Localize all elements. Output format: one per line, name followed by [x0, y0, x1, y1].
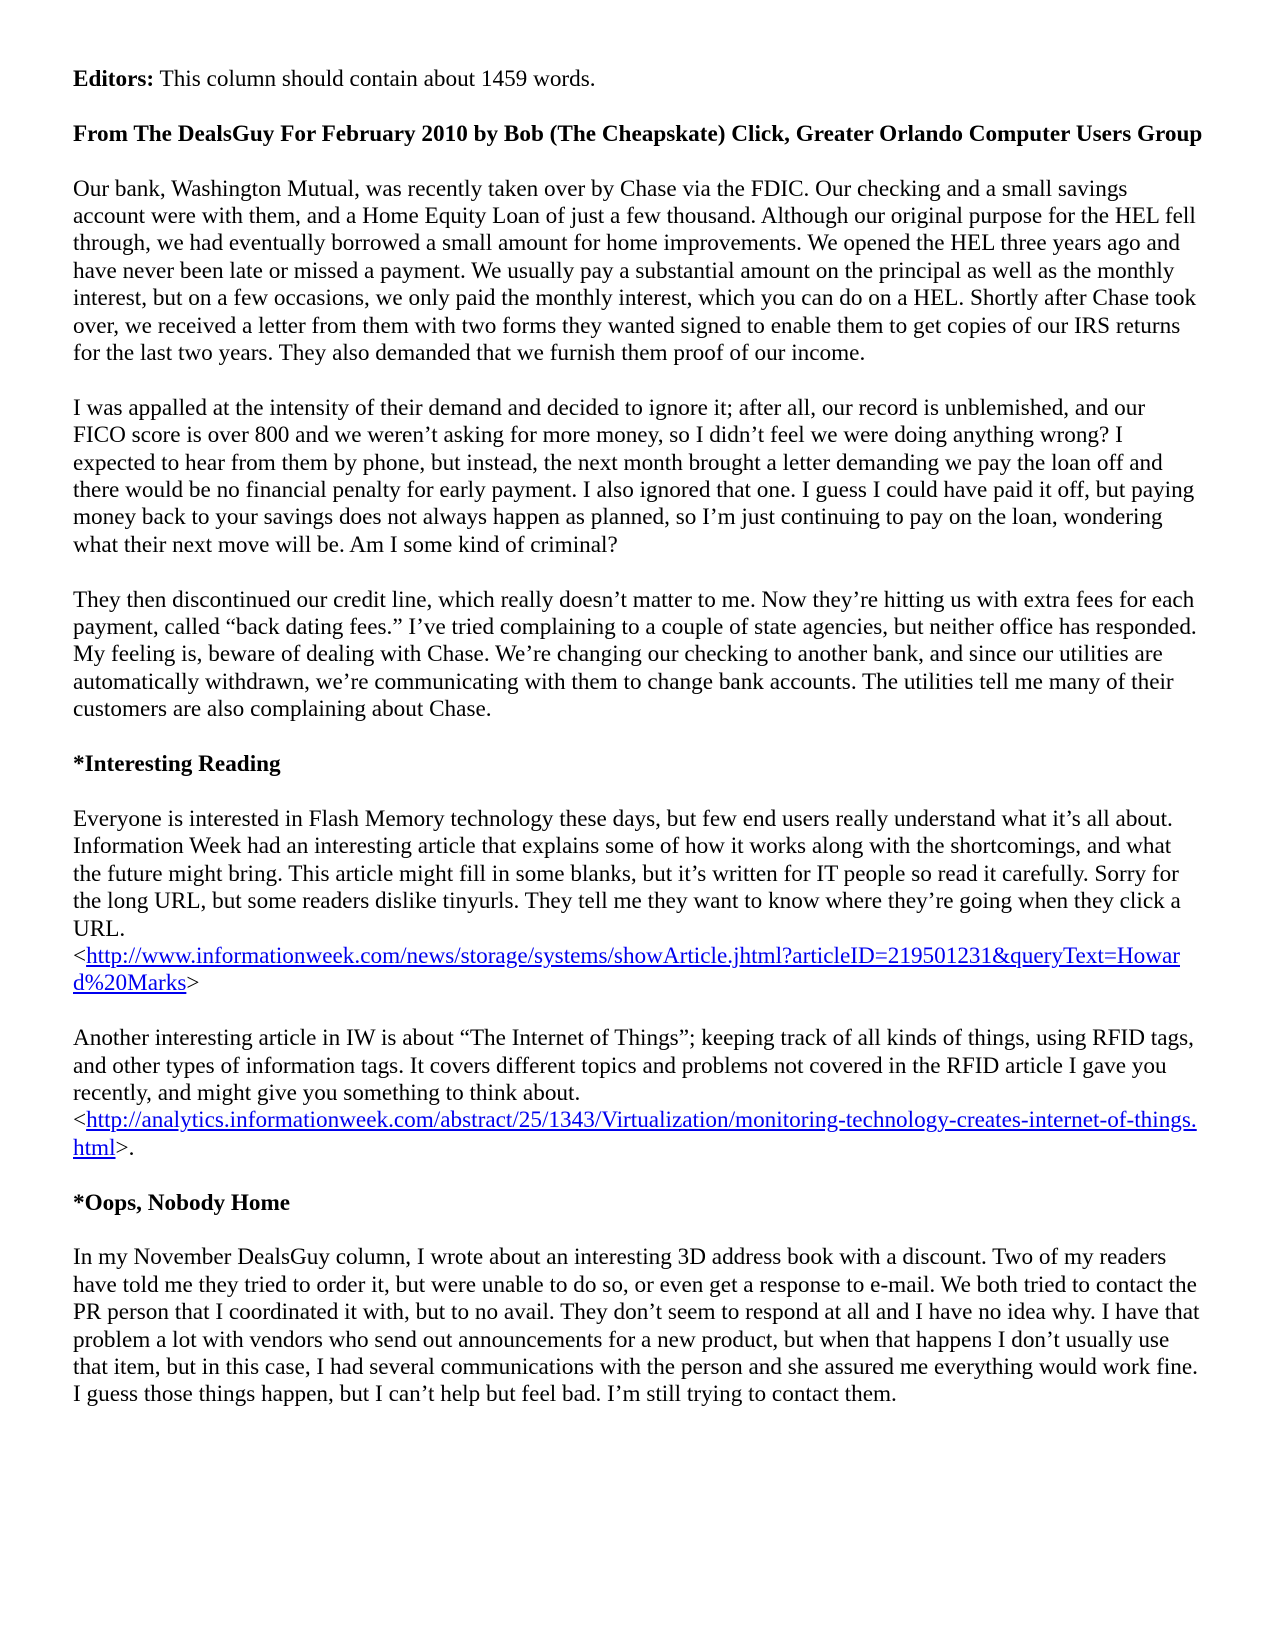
section-heading-reading: *Interesting Reading — [73, 751, 281, 778]
section-heading-oops: *Oops, Nobody Home — [73, 1189, 291, 1216]
paragraph-intro-2: I was appalled at the intensity of their demand and decided to ignore it; after all, our record is unblemished, and our FICO score is over 800 and we weren’t asking for more money, so I didn’t feel we were doing anything wrong? I expected to hear from them by phone, but instead, the next month brought a letter demanding we pay the loan off and there would be no financial penalty for early payment. I also ignored that one. I guess I could have paid it off, but paying money back to your savings does not always happen as planned, so I’m just continuing to pay on the loan, wondering what their next move will be. Am I some kind of criminal? — [73, 394, 1195, 558]
link2-open: < — [73, 1107, 87, 1134]
internet-of-things-text: Another interesting article in IW is about “The Internet of Things”; keeping track of all kinds of things, using RFID tags, and other types of information tags. It covers different topics and problems not covered in the RFID article I gave you recently, and might give you something to think about. — [73, 1025, 1194, 1106]
link1-wrapper — [73, 943, 1180, 996]
article-title: From The DealsGuy For February 2010 by Bob (The Cheapskate) Click, Greater Orlando Computer Users Group — [73, 120, 1203, 147]
editors-label: Editors: — [73, 66, 155, 92]
paragraph-intro-3: They then discontinued our credit line, which really doesn’t matter to me. Now they’re hitting us with extra fees for each payment, called “back dating fees.” I’ve tried complaining to a couple of state agencies, but neither office has responded. My feeling is, beware of dealing with Chase. We’re changing our checking to another bank, and since our utilities are automatically withdrawn, we’re communicating with them to change bank accounts. The utilities tell me many of their customers are also complaining about Chase. — [73, 586, 1197, 723]
link1-close: > — [186, 970, 200, 997]
paragraph-flash-memory — [73, 806, 1203, 998]
link1-open: < — [73, 942, 87, 969]
flash-memory-text: Everyone is interested in Flash Memory technology these days, but few end users really understand what it’s all about. Information Week had an interesting article that explains some of how it works along with the shortcomings, and what the future might bring. This article might fill in some blanks, but it’s written for IT people so read it carefully. Sorry for the long URL, but some readers dislike tinyurls. They tell me they want to know where they’re going when they click a URL. — [73, 805, 1181, 942]
informationweek-flash-link[interactable]: http://www.informationweek.com/news/storage/systems/showArticle.jhtml?articleID=219501231&queryText=Howard%20Marks — [73, 942, 1180, 997]
editors-note — [73, 66, 1203, 93]
document-page — [73, 66, 1203, 1436]
link2-wrapper — [73, 1107, 1197, 1160]
link2-close: >. — [115, 1134, 135, 1161]
informationweek-iot-link[interactable]: http://analytics.informationweek.com/abstract/25/1343/Virtualization/monitoring-technology-creates-internet-of-things.html — [73, 1107, 1197, 1161]
editors-text: This column should contain about 1459 words. — [154, 66, 596, 92]
paragraph-intro-1: Our bank, Washington Mutual, was recently taken over by Chase via the FDIC. Our checking and a small savings account were with them, and a Home Equity Loan of just a few thousand. Although our original purpose for the HEL fell through, we had eventually borrowed a small amount for home improvements. We opened the HEL three years ago and have never been late or missed a payment. We usually pay a substantial amount on the principal as well as the monthly interest, but on a few occasions, we only paid the monthly interest, which you can do on a HEL. Shortly after Chase took over, we received a letter from them with two forms they wanted signed to enable them to get copies of our IRS returns for the last two years. They also demanded that we furnish them proof of our income. — [73, 175, 1197, 367]
paragraph-internet-of-things — [73, 1025, 1203, 1162]
paragraph-oops: In my November DealsGuy column, I wrote about an interesting 3D address book with a discount. Two of my readers have told me they tried to order it, but were unable to do so, or even get a response to e-mail. We both tried to contact the PR person that I coordinated it with, but to no avail. They don’t seem to respond at all and I have no idea why. I have that problem a lot with vendors who send out announcements for a new product, but when that happens I don’t usually use that item, but in this case, I had several communications with the person and she assured me everything would work fine. I guess those things happen, but I can’t help but feel bad. I’m still trying to contact them. — [73, 1244, 1200, 1408]
